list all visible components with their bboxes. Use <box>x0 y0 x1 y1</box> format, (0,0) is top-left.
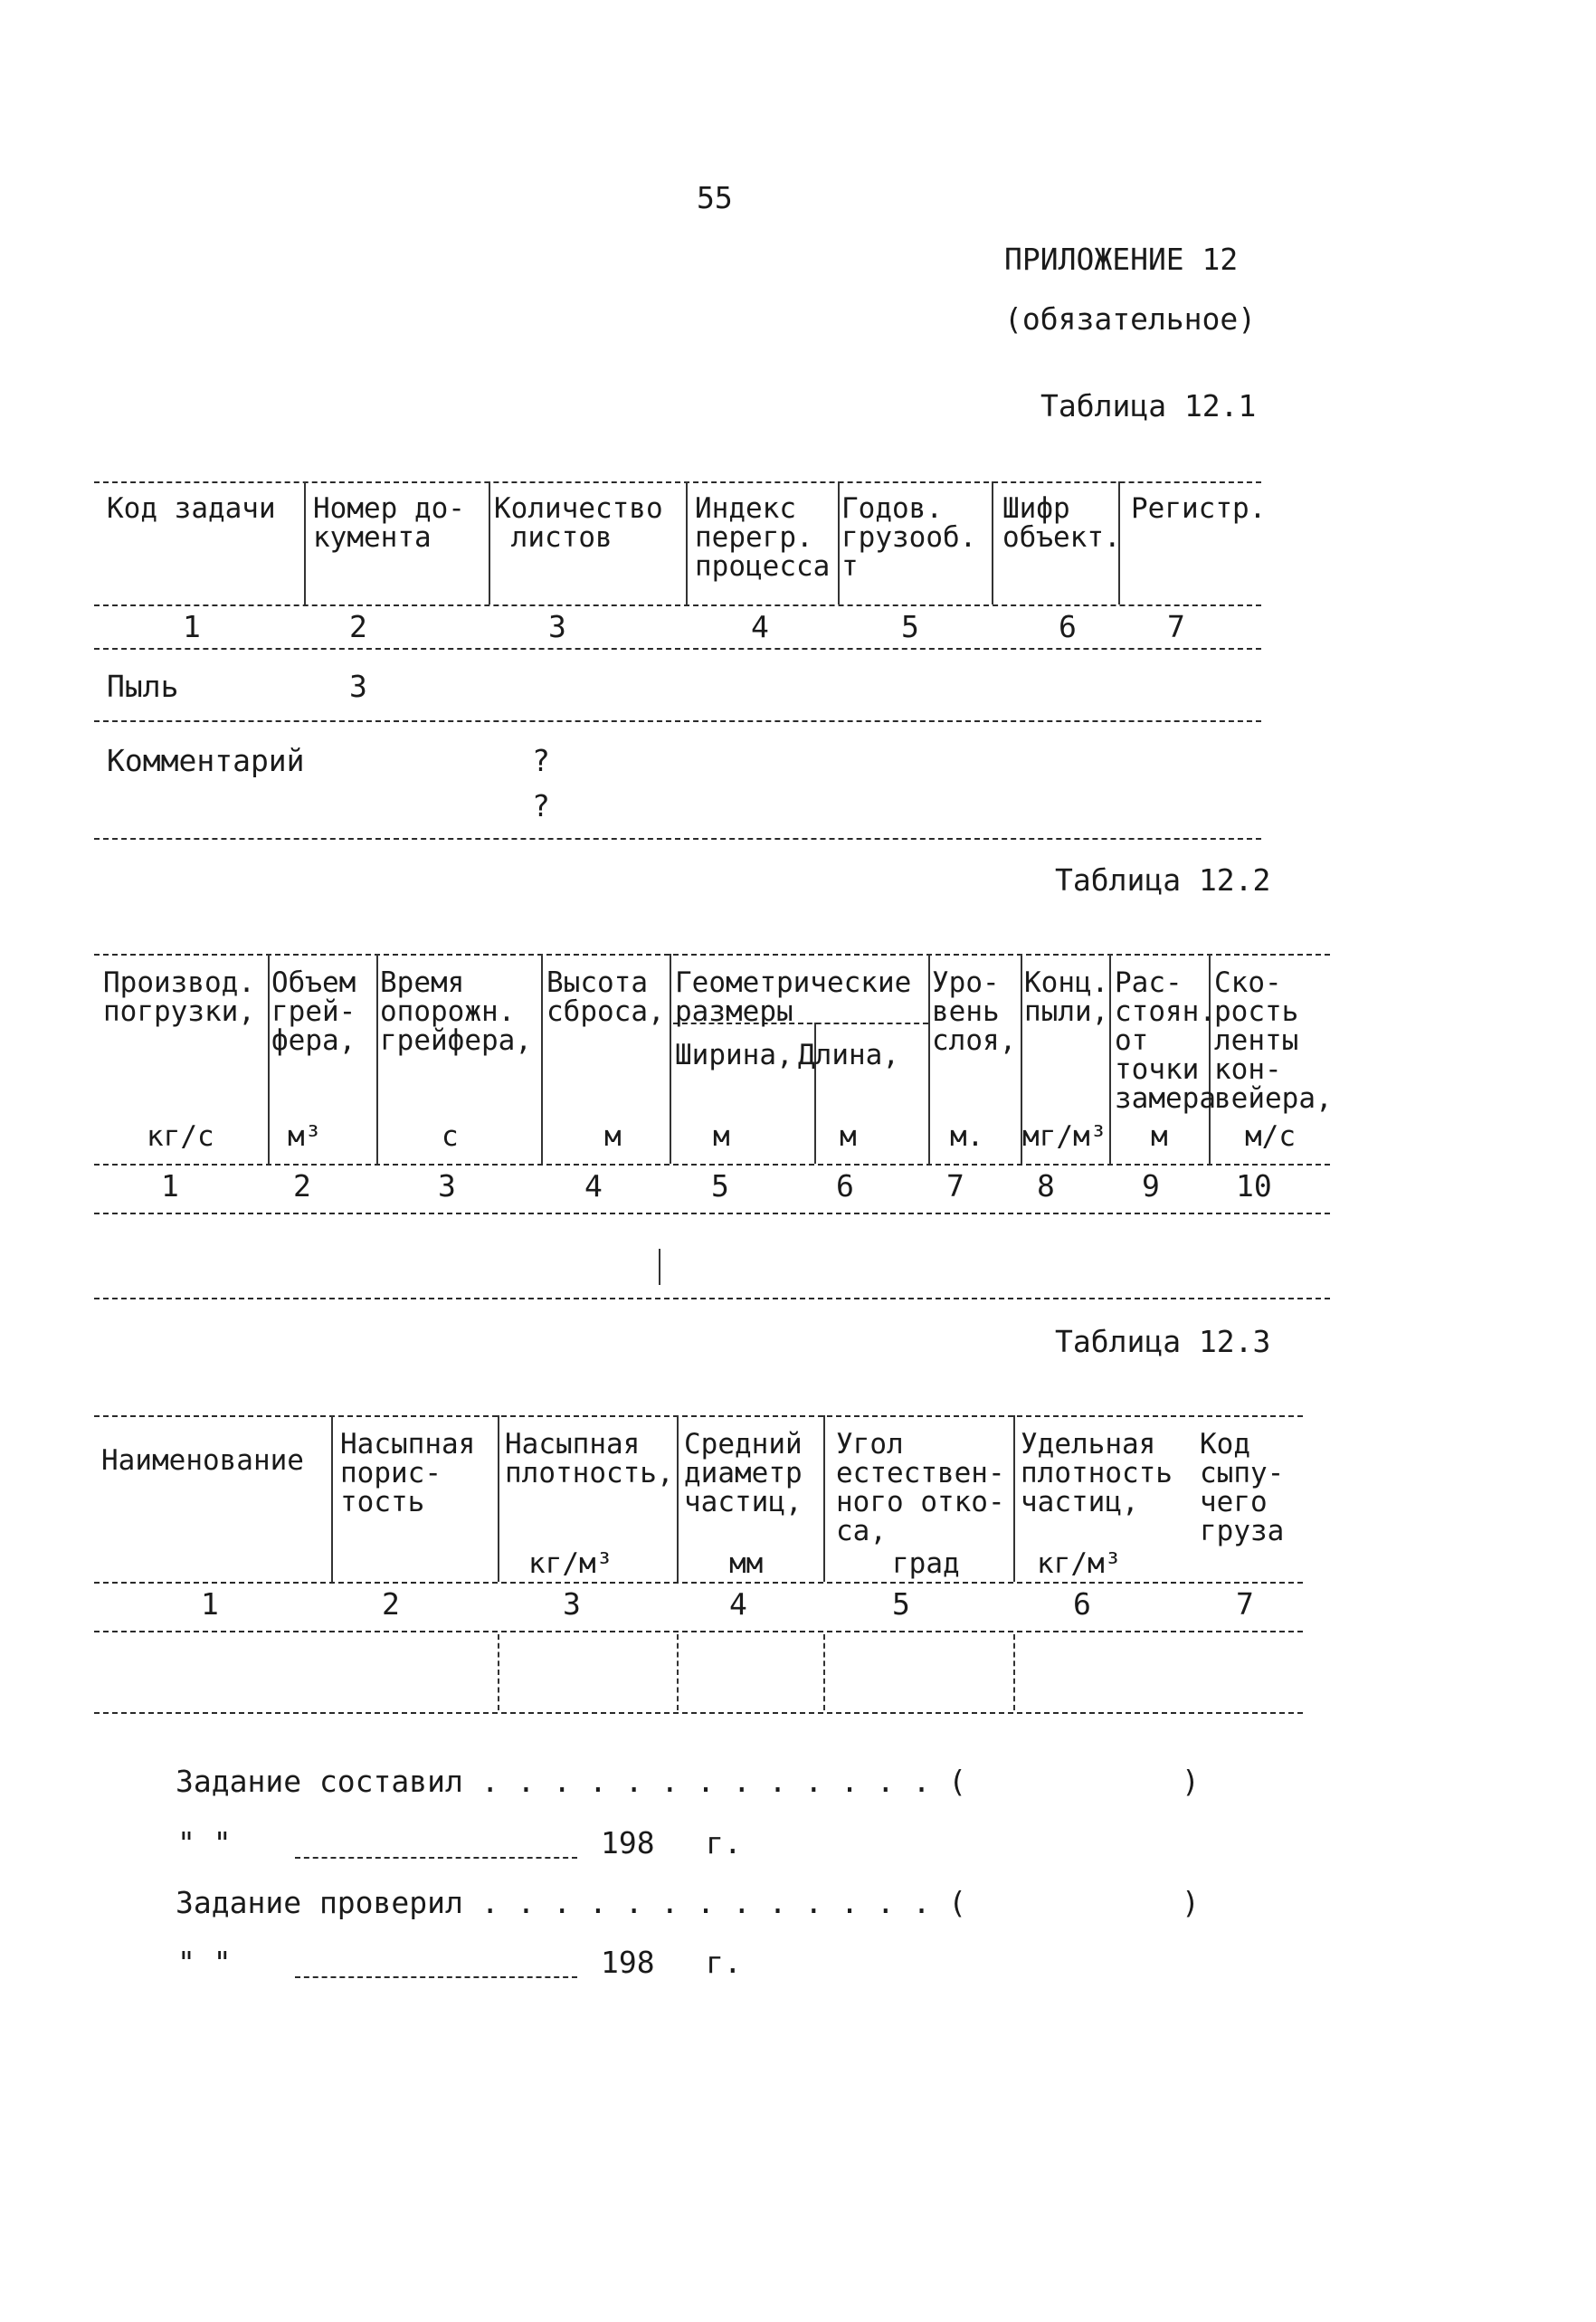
table3-header-particle-diameter: Средний диаметр частиц, <box>684 1428 803 1518</box>
table1-colnum-2: 2 <box>349 609 367 644</box>
table3-header-bulk-density: Насыпная плотность, <box>505 1428 674 1489</box>
table1-header-register: Регистр. <box>1131 492 1267 525</box>
table3-colnum-3: 3 <box>563 1586 581 1622</box>
table2-header-distance: Рас- стоян. от точки замера <box>1115 966 1216 1115</box>
table2-header-geometric-size: Геометрические размеры <box>675 966 912 1028</box>
table2-unit-5: м <box>713 1120 730 1153</box>
table2-caption: Таблица 12.2 <box>1055 862 1271 898</box>
table2-unit-3: с <box>442 1120 459 1153</box>
table1-colnum-4: 4 <box>751 609 769 644</box>
table2-colnum-9: 9 <box>1142 1168 1160 1204</box>
table1-row-comment-q2: ? <box>532 788 550 823</box>
table2-unit-6: м <box>840 1120 857 1153</box>
table2-unit-7: м. <box>950 1120 984 1153</box>
table2-colnum-10: 10 <box>1236 1168 1272 1204</box>
table2-header-dust-conc: Конц. пыли, <box>1024 966 1109 1028</box>
table3-header-bulk-porosity: Насыпная порис- тость <box>340 1428 476 1518</box>
checked-by-line: Задание проверил . . . . . . . . . . . . . ( <box>176 1885 967 1920</box>
table1-header-process-index: Индекс перегр. процесса <box>695 492 831 583</box>
table2-header-productivity: Производ. погрузки, <box>103 966 255 1028</box>
table2-colnum-5: 5 <box>711 1168 729 1204</box>
table3-unit-angle: град <box>892 1547 960 1580</box>
table1-header-sheet-count: Количество листов <box>494 492 663 554</box>
table1-colnum-5: 5 <box>901 609 919 644</box>
table2-header-grab-volume: Объем грей- фера, <box>271 966 356 1057</box>
table1-colnum-7: 7 <box>1167 609 1185 644</box>
table1-header-annual-freight: Годов. грузооб. т <box>841 492 977 583</box>
table1-row-comment-name: Комментарий <box>107 743 305 778</box>
table1-colnum-3: 3 <box>548 609 566 644</box>
checked-date-year: 198 <box>601 1945 655 1980</box>
table3-header-name: Наименование <box>101 1444 304 1477</box>
appendix-title: ПРИЛОЖЕНИЕ 12 <box>1004 242 1239 277</box>
table2-header-layer-level: Уро- вень слоя, <box>932 966 1017 1057</box>
table3-unit-specific-density: кг/м³ <box>1037 1547 1122 1580</box>
table3-header-specific-density: Удельная плотность частиц, <box>1021 1428 1173 1518</box>
table3-unit-diameter: мм <box>729 1547 764 1580</box>
table3-colnum-6: 6 <box>1073 1586 1091 1622</box>
page-number: 55 <box>697 180 733 215</box>
table2-unit-4: м <box>604 1120 622 1153</box>
table2-header-emptying-time: Время опорожн. грейфера, <box>380 966 532 1057</box>
table3-unit-bulk-density: кг/м³ <box>528 1547 613 1580</box>
table1-header-object-code: Шифр объект. <box>1002 492 1121 554</box>
table2-unit-8: мг/м³ <box>1022 1120 1107 1153</box>
composed-close-paren: ) <box>1182 1764 1200 1799</box>
table3-colnum-1: 1 <box>201 1586 219 1622</box>
table3-caption: Таблица 12.3 <box>1055 1324 1271 1359</box>
table2-unit-2: м³ <box>288 1120 322 1153</box>
table2-colnum-4: 4 <box>584 1168 603 1204</box>
table1-colnum-6: 6 <box>1059 609 1077 644</box>
table2-header-length: Длина, <box>798 1039 899 1071</box>
table2-colnum-8: 8 <box>1037 1168 1055 1204</box>
table3-header-repose-angle: Угол естествен- ного отко- са, <box>836 1428 1005 1547</box>
composed-by-line: Задание составил . . . . . . . . . . . . . ( <box>176 1764 967 1799</box>
table2-header-drop-height: Высота сброса, <box>546 966 665 1028</box>
table2-colnum-7: 7 <box>946 1168 964 1204</box>
checked-close-paren: ) <box>1182 1885 1200 1920</box>
table3-colnum-5: 5 <box>892 1586 910 1622</box>
composed-date-year: 198 <box>601 1825 655 1860</box>
table2-unit-10: м/с <box>1245 1120 1296 1153</box>
table1-header-doc-number: Номер до- кумента <box>313 492 465 554</box>
table1-header-task-code: Код задачи <box>107 492 276 525</box>
table3-colnum-2: 2 <box>382 1586 400 1622</box>
checked-date-quotes: " " <box>177 1945 232 1980</box>
table3-colnum-7: 7 <box>1236 1586 1254 1622</box>
table2-unit-9: м <box>1151 1120 1168 1153</box>
table2-colnum-3: 3 <box>438 1168 456 1204</box>
table1-row-comment-q1: ? <box>532 743 550 778</box>
table1-row-dust-name: Пыль <box>107 669 179 704</box>
table2-colnum-2: 2 <box>293 1168 311 1204</box>
appendix-note: (обязательное) <box>1004 301 1257 337</box>
table2-header-belt-speed: Ско- рость ленты кон- вейера, <box>1214 966 1333 1115</box>
table1-row-dust-value: 3 <box>349 669 367 704</box>
checked-date-year-suffix: г. <box>706 1945 742 1980</box>
table2-colnum-6: 6 <box>836 1168 854 1204</box>
composed-date-quotes: " " <box>177 1825 232 1860</box>
table2-header-width: Ширина, <box>675 1039 793 1071</box>
table1-caption: Таблица 12.1 <box>1040 388 1257 423</box>
table2-colnum-1: 1 <box>161 1168 179 1204</box>
table3-header-cargo-code: Код сыпу- чего груза <box>1200 1428 1285 1547</box>
table1-colnum-1: 1 <box>183 609 201 644</box>
table2-unit-1: кг/с <box>147 1120 214 1153</box>
table3-colnum-4: 4 <box>729 1586 747 1622</box>
composed-date-year-suffix: г. <box>706 1825 742 1860</box>
